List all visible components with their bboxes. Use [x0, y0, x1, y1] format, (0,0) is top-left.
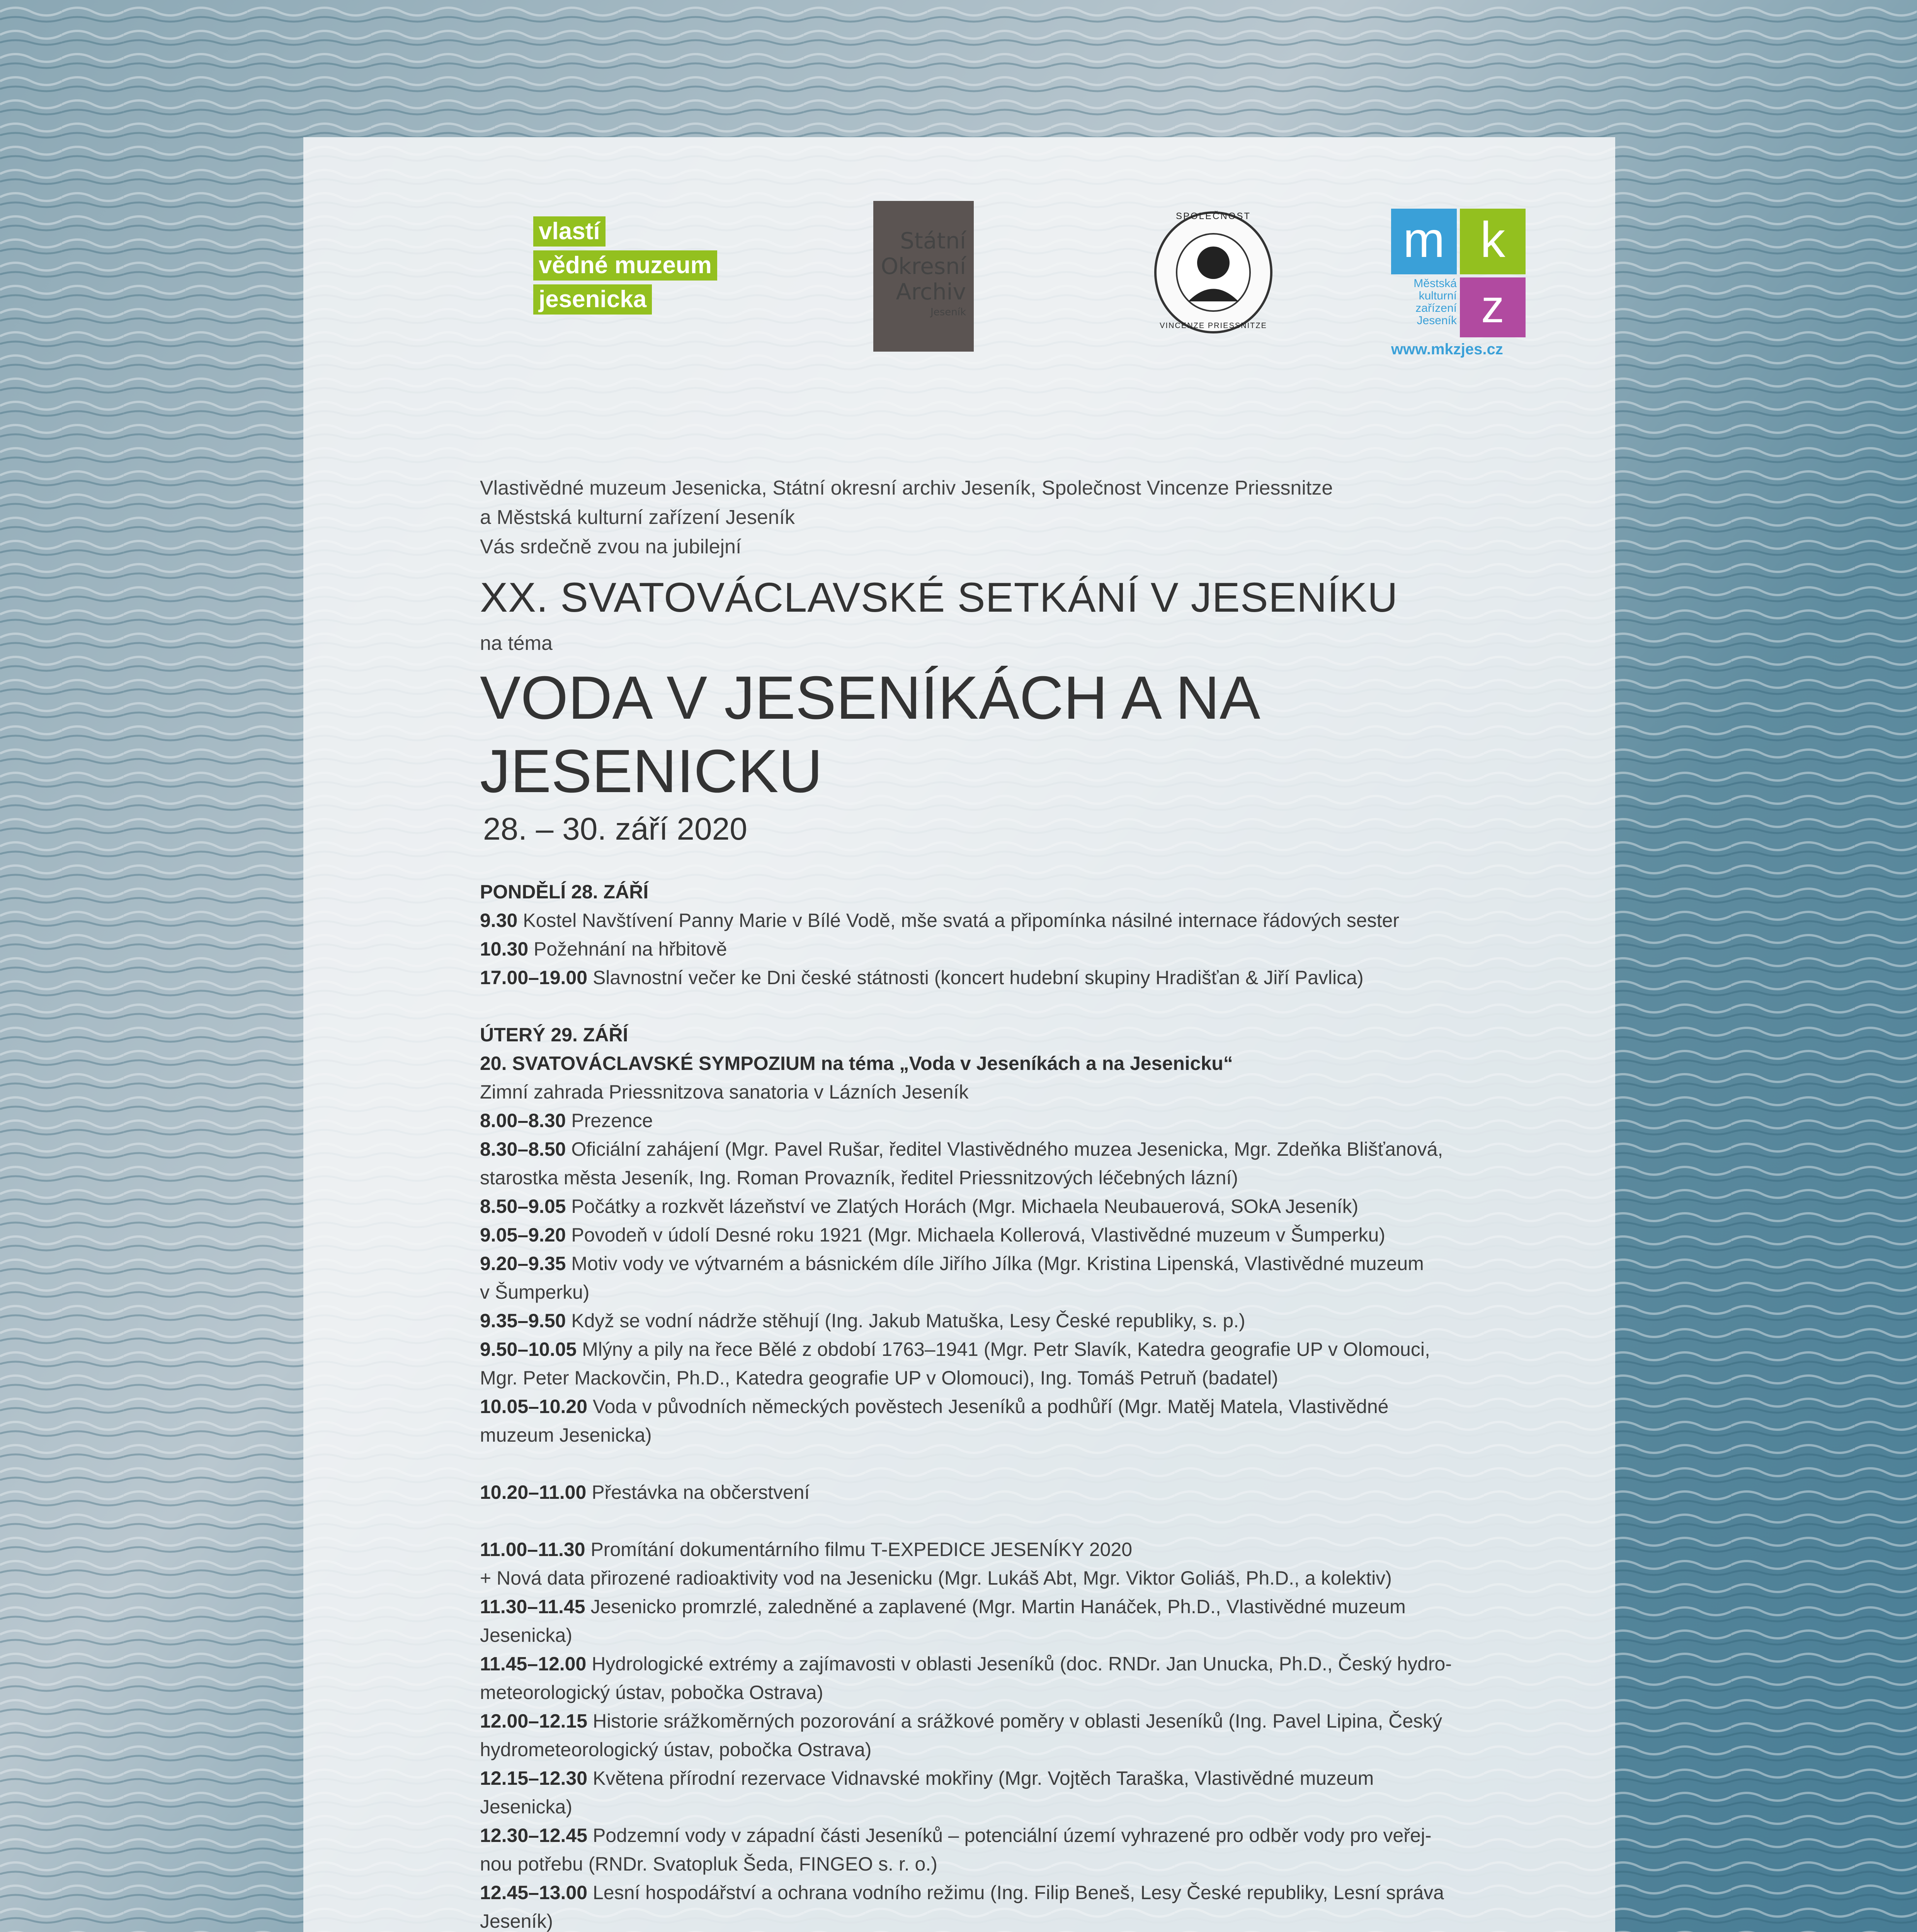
program-line: [480, 1564, 1539, 1592]
program-line-text: Požehnání na hřbitově: [528, 938, 727, 960]
program-line: [480, 1764, 1539, 1793]
mkz-logo: [1391, 209, 1530, 363]
program-line: [480, 1821, 1539, 1850]
program-line: [480, 963, 1539, 992]
program-line-bold: PONDĚLÍ 28. ZÁŘÍ: [480, 881, 649, 903]
program-line: [480, 878, 1539, 906]
program-line-text: Oficiální zahájení (Mgr. Pavel Rušar, ředitel Vlastivědného muzea Jesenicka, Mgr. Zdeňka Blišťanová,: [566, 1138, 1443, 1160]
program-line: [480, 1478, 1539, 1507]
program-line: [480, 1020, 1539, 1049]
society-logo-top-text: SPOLEČNOST: [1175, 211, 1251, 221]
program-line-bold: 9.35–9.50: [480, 1310, 566, 1332]
program-line-text: meteorologický ústav, pobočka Ostrava): [480, 1682, 823, 1703]
program-line-bold: 11.00–11.30: [480, 1539, 585, 1560]
program-line: [480, 1306, 1539, 1335]
program-line: [480, 1392, 1539, 1421]
museum-logo: [533, 216, 800, 315]
program-line-text: v Šumperku): [480, 1281, 590, 1303]
program-line-text: + Nová data přirozené radioaktivity vod na Jesenicku (Mgr. Lukáš Abt, Mgr. Viktor Goliáš, Ph.D., a kolektiv): [480, 1567, 1392, 1589]
program-line-bold: 20. SVATOVÁCLAVSKÉ SYMPOZIUM na téma „Voda v Jeseníkách a na Jesenicku“: [480, 1053, 1233, 1074]
mkz-text-4: Jeseník: [1417, 314, 1457, 327]
program-line: [480, 1249, 1539, 1278]
program-line: [480, 1278, 1539, 1306]
program-line-bold: ÚTERÝ 29. ZÁŘÍ: [480, 1024, 628, 1046]
program-line-text: Lesní hospodářství a ochrana vodního režimu (Ing. Filip Beneš, Lesy České republiky, Lesní správa: [587, 1882, 1444, 1903]
intro-line-1: Vlastivědné muzeum Jesenicka, Státní okresní archiv Jeseník, Společnost Vincenze Priessnitze: [480, 477, 1333, 499]
program-line-bold: 12.00–12.15: [480, 1710, 588, 1732]
program-line-text: Zimní zahrada Priessnitzova sanatoria v Lázních Jeseník: [480, 1081, 969, 1103]
program-line-bold: 12.45–13.00: [480, 1882, 588, 1903]
program-line-bold: 9.05–9.20: [480, 1224, 566, 1246]
program-line-text: Jesenicka): [480, 1624, 572, 1646]
program-line-text: Přestávka na občerstvení: [586, 1481, 810, 1503]
program-line: [480, 1049, 1539, 1078]
mkz-text-2: kulturní: [1419, 289, 1457, 302]
archive-logo-line4: Jeseník: [930, 306, 966, 318]
mkz-logo-k: k: [1460, 209, 1526, 274]
archive-logo-line1: Státní: [900, 228, 966, 254]
program-line: [480, 1335, 1539, 1364]
program-line: [480, 1221, 1539, 1249]
program-line: [480, 1878, 1539, 1907]
program-line-text: Mgr. Peter Mackovčin, Ph.D., Katedra geografie UP v Olomouci), Ing. Tomáš Petruň (badatel): [480, 1367, 1278, 1389]
program-line-text: Slavnostní večer ke Dni české státnosti (koncert hudební skupiny Hradišťan & Jiří Pavlica): [587, 967, 1364, 988]
program-line: [480, 1106, 1539, 1135]
program-gap: [480, 1449, 1539, 1478]
program-line-text: starostka města Jeseník, Ing. Roman Provazník, ředitel Priessnitzových léčebných lázní): [480, 1167, 1238, 1189]
program-line: [480, 1535, 1539, 1564]
program-line: [480, 1678, 1539, 1707]
program-line: [480, 1650, 1539, 1678]
society-logo-bottom-text: VINCENZE PRIESSNITZE: [1160, 321, 1267, 330]
program-list: [480, 878, 1539, 1932]
mkz-logo-z: z: [1460, 277, 1526, 337]
event-title: XX. SVATOVÁCLAVSKÉ SETKÁNÍ V JESENÍKU: [480, 574, 1398, 621]
archive-logo-line2: Okresní: [881, 253, 966, 279]
program-line-text: Voda v původních německých pověstech Jeseníků a podhůří (Mgr. Matěj Matela, Vlastivědné: [587, 1396, 1389, 1417]
museum-logo-line2: vědné muzeum: [533, 250, 717, 281]
program-line: [480, 906, 1539, 935]
program-line: [480, 1735, 1539, 1764]
mkz-text-3: zařízení: [1415, 302, 1457, 315]
program-line-text: nou potřebu (RNDr. Svatopluk Šeda, FINGEO s. r. o.): [480, 1853, 937, 1875]
archive-logo-line3: Archiv: [896, 279, 966, 305]
program-line: [480, 1135, 1539, 1163]
program-line-bold: 10.30: [480, 938, 529, 960]
mkz-logo-m: m: [1391, 209, 1457, 274]
priessnitz-society-logo: [1152, 209, 1275, 336]
program-line-text: Počátky a rozkvět lázeňství ve Zlatých Horách (Mgr. Michaela Neubauerová, SOkA Jeseník): [566, 1196, 1359, 1217]
program-line: [480, 1621, 1539, 1650]
program-line: [480, 1078, 1539, 1106]
program-line: [480, 1907, 1539, 1932]
program-line-bold: 10.05–10.20: [480, 1396, 588, 1417]
program-line: [480, 1364, 1539, 1392]
program-line: [480, 1707, 1539, 1735]
program-line-bold: 12.15–12.30: [480, 1767, 588, 1789]
program-line-text: Jesenicko promrzlé, zaledněné a zaplavené (Mgr. Martin Hanáček, Ph.D., Vlastivědné muzeum: [585, 1596, 1406, 1617]
program-line: [480, 935, 1539, 963]
invitation-content: [480, 473, 1539, 1932]
program-line-text: Podzemní vody v západní části Jeseníků – potenciální území vyhrazené pro odběr vody pro veřej-: [587, 1825, 1432, 1846]
program-line: [480, 1850, 1539, 1878]
program-line-text: Mlýny a pily na řece Bělé z období 1763–1941 (Mgr. Petr Slavík, Katedra geografie UP v Olomouci,: [577, 1338, 1430, 1360]
program-line-text: Hydrologické extrémy a zajímavosti v oblasti Jeseníků (doc. RNDr. Jan Unucka, Ph.D., Český hydro-: [586, 1653, 1452, 1675]
program-gap: [480, 1507, 1539, 1535]
program-line-text: Když se vodní nádrže stěhují (Ing. Jakub Matuška, Lesy České republiky, s. p.): [566, 1310, 1245, 1332]
museum-logo-line1: vlastí: [533, 216, 606, 247]
mkz-text-1: Městská: [1414, 277, 1457, 290]
program-gap: [480, 992, 1539, 1020]
program-line-bold: 17.00–19.00: [480, 967, 588, 988]
program-line: [480, 1421, 1539, 1449]
program-line-bold: 9.30: [480, 910, 518, 931]
museum-logo-line3: jesenicka: [533, 284, 652, 315]
topic-label: na téma: [480, 632, 553, 655]
program-line-text: Jeseník): [480, 1910, 553, 1932]
program-line: [480, 1192, 1539, 1221]
organizer-logos: [533, 201, 1530, 363]
program-line: [480, 1793, 1539, 1821]
program-line-text: Historie srážkoměrných pozorování a srážkové poměry v oblasti Jeseníků (Ing. Pavel Lipina, Český: [587, 1710, 1442, 1732]
program-line-bold: 9.20–9.35: [480, 1253, 566, 1274]
program-line-text: hydrometeorologický ústav, pobočka Ostrava): [480, 1739, 872, 1760]
intro-line-3: Vás srdečně zvou na jubilejní: [480, 536, 742, 558]
program-line-bold: 8.50–9.05: [480, 1196, 566, 1217]
program-line-bold: 9.50–10.05: [480, 1338, 577, 1360]
program-line-text: Jesenicka): [480, 1796, 572, 1818]
mkz-url: www.mkzjes.cz: [1391, 341, 1503, 358]
program-line: [480, 1163, 1539, 1192]
intro-line-2: a Městská kulturní zařízení Jeseník: [480, 506, 795, 529]
program-line-text: Květena přírodní rezervace Vidnavské mokřiny (Mgr. Vojtěch Taraška, Vlastivědné muzeum: [587, 1767, 1374, 1789]
program-line: [480, 1592, 1539, 1621]
archive-logo: [873, 201, 974, 352]
program-line-bold: 11.30–11.45: [480, 1596, 585, 1617]
event-date: 28. – 30. září 2020: [483, 811, 747, 847]
program-line-bold: 8.00–8.30: [480, 1110, 566, 1131]
program-line-text: muzeum Jesenicka): [480, 1424, 652, 1446]
program-line-bold: 10.20–11.00: [480, 1481, 587, 1503]
program-line-text: Motiv vody ve výtvarném a básnickém díle Jiřího Jílka (Mgr. Kristina Lipenská, Vlastivědné muzeum: [566, 1253, 1424, 1274]
program-line-bold: 8.30–8.50: [480, 1138, 566, 1160]
program-line-text: Povodeň v údolí Desné roku 1921 (Mgr. Michaela Kollerová, Vlastivědné muzeum v Šumperku): [566, 1224, 1385, 1246]
program-line-text: Prezence: [566, 1110, 653, 1131]
program-line-text: Kostel Navštívení Panny Marie v Bílé Vodě, mše svatá a připomínka násilné internace řádových sester: [517, 910, 1400, 931]
main-title: VODA V JESENÍKÁCH A NA JESENICKU: [480, 664, 1257, 805]
program-line-bold: 12.30–12.45: [480, 1825, 588, 1846]
program-line-bold: 11.45–12.00: [480, 1653, 587, 1675]
program-line-text: Promítání dokumentárního filmu T-EXPEDICE JESENÍKY 2020: [585, 1539, 1133, 1560]
